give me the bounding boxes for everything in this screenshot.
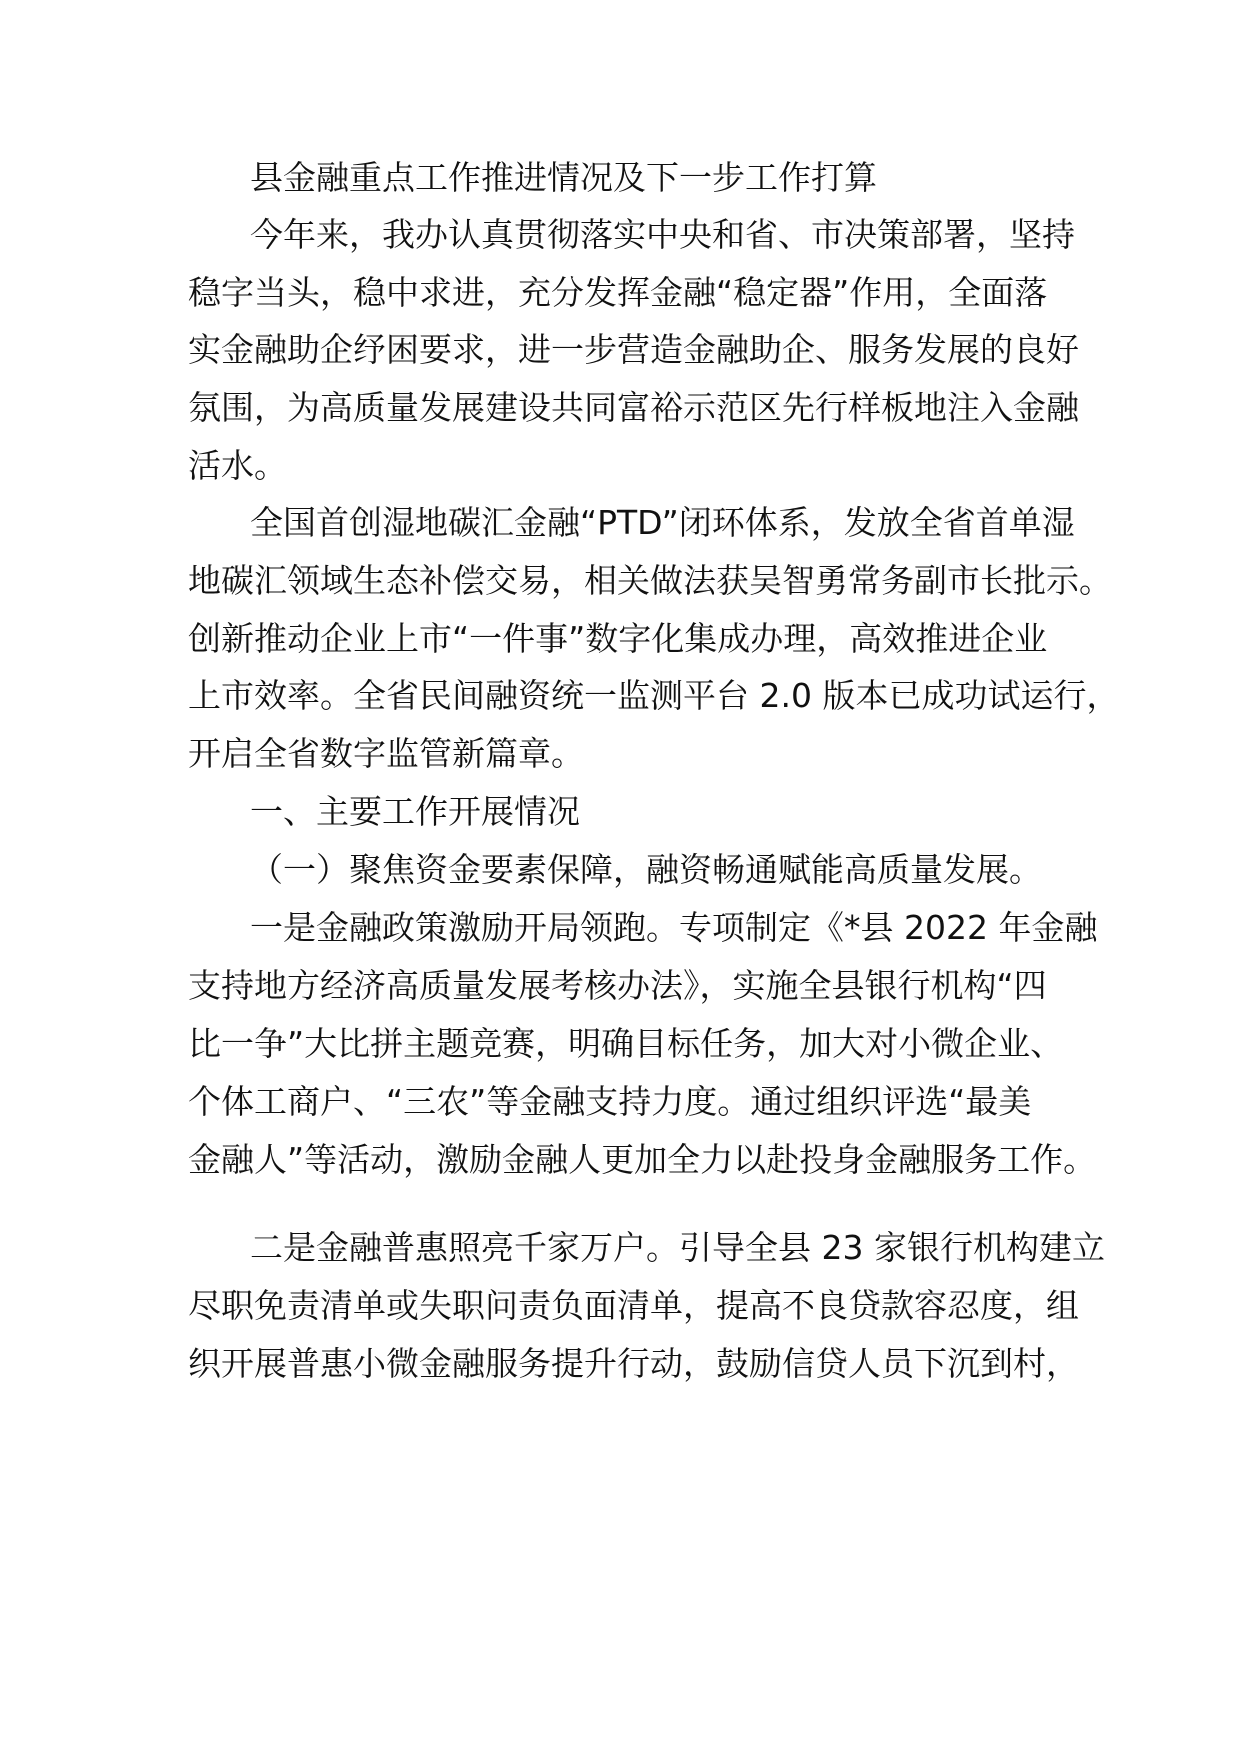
subsection-heading: （一）聚焦资金要素保障，融资畅通赋能高质量发展。 bbox=[250, 850, 1042, 889]
paragraph-line: 实金融助企纾困要求，进一步营造金融助企、服务发展的良好 bbox=[188, 330, 1079, 369]
paragraph-line: 支持地方经济高质量发展考核办法》，实施全县银行机构“四 bbox=[188, 966, 1047, 1005]
paragraph-line: 开启全省数字监管新篇章。 bbox=[188, 734, 584, 773]
paragraph-line: 稳字当头，稳中求进，充分发挥金融“稳定器”作用，全面落 bbox=[188, 273, 1048, 312]
paragraph-line: 一是金融政策激励开局领跑。专项制定《*县 2022 年金融 bbox=[250, 908, 1098, 947]
paragraph-line: 活水。 bbox=[188, 446, 287, 485]
paragraph-line: 二是金融普惠照亮千家万户。引导全县 23 家银行机构建立 bbox=[250, 1228, 1105, 1267]
section-heading: 一、主要工作开展情况 bbox=[250, 792, 580, 831]
paragraph-line: 地碳汇领域生态补偿交易，相关做法获吴智勇常务副市长批示。 bbox=[188, 561, 1112, 600]
document-title: 县金融重点工作推进情况及下一步工作打算 bbox=[250, 158, 877, 197]
paragraph-line: 金融人”等活动，激励金融人更加全力以赴投身金融服务工作。 bbox=[188, 1140, 1097, 1179]
paragraph-line: 织开展普惠小微金融服务提升行动，鼓励信贷人员下沉到村， bbox=[188, 1344, 1079, 1383]
paragraph-line: 尽职免责清单或失职问责负面清单，提高不良贷款容忍度，组 bbox=[188, 1286, 1079, 1325]
paragraph-line: 今年来，我办认真贯彻落实中央和省、市决策部署，坚持 bbox=[250, 215, 1075, 254]
paragraph-line: 创新推动企业上市“一件事”数字化集成办理，高效推进企业 bbox=[188, 619, 1048, 658]
paragraph-line: 氛围，为高质量发展建设共同富裕示范区先行样板地注入金融 bbox=[188, 388, 1079, 427]
paragraph-line: 全国首创湿地碳汇金融“PTD”闭环体系，发放全省首单湿 bbox=[250, 503, 1075, 542]
paragraph-line: 比一争”大比拼主题竞赛，明确目标任务，加大对小微企业、 bbox=[188, 1024, 1064, 1063]
paragraph-line: 上市效率。全省民间融资统一监测平台 2.0 版本已成功试运行， bbox=[188, 676, 1120, 715]
paragraph-line: 个体工商户、“三农”等金融支持力度。通过组织评选“最美 bbox=[188, 1082, 1032, 1121]
